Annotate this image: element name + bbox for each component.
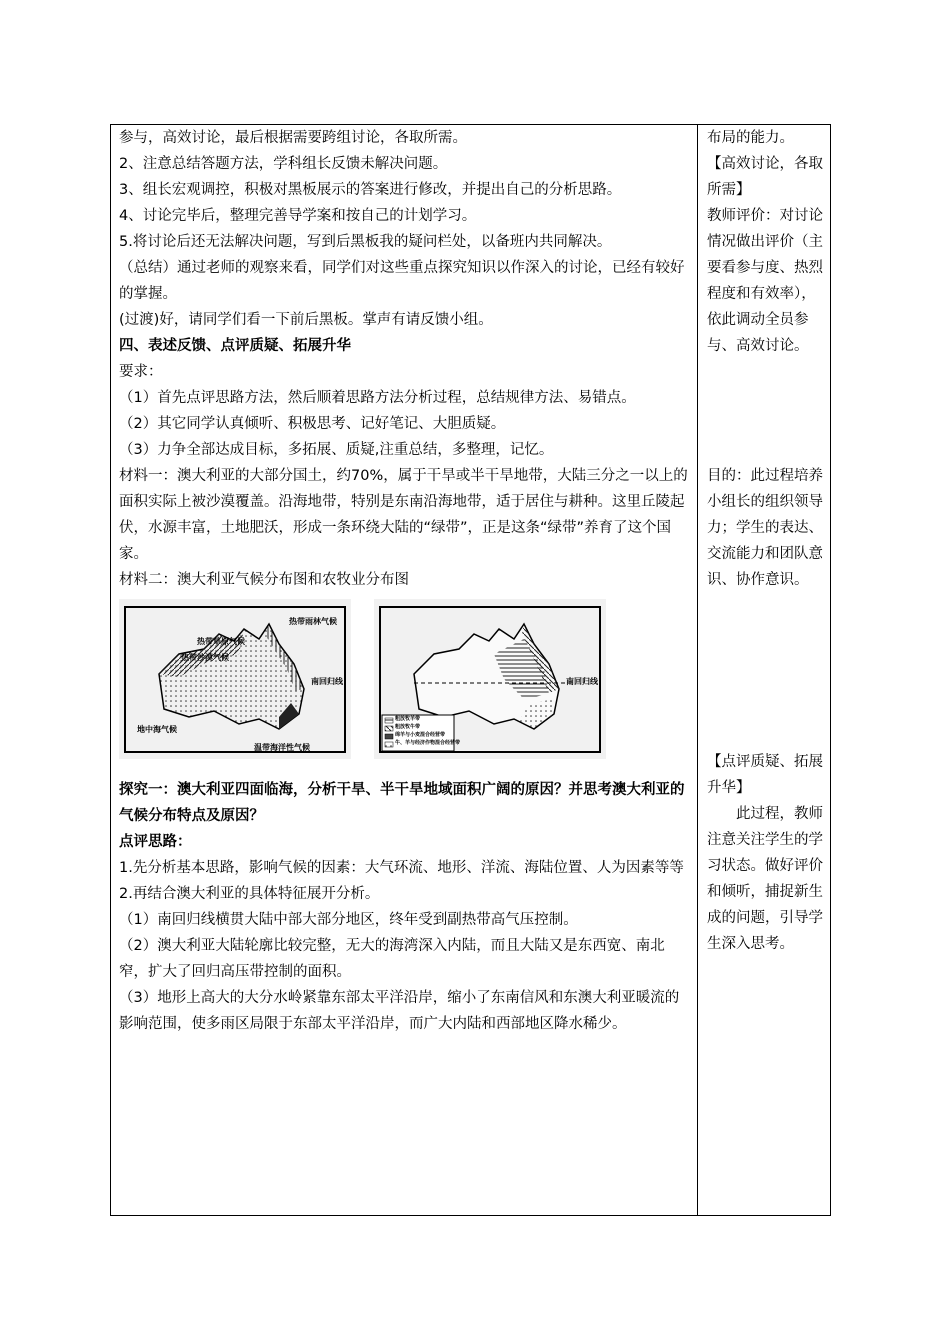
side-note: 教师评价：对讨论情况做出评价（主要看参与度、热烈程度和有效率），依此调动全员参与、高效讨论。 [707,208,823,354]
map-label: 热带草原气候 [197,637,245,646]
map-label: 地中海气候 [137,725,177,734]
text-line: 要求： [119,364,163,380]
text-line: （1）首先点评思路方法，然后顺着思路方法分析过程，总结规律方法、易错点。 [119,390,636,406]
text-line: 4、讨论完毕后，整理完善导学案和按自己的计划学习。 [119,208,477,224]
agriculture-map [374,599,606,759]
map-label: 热带雨林气候 [289,617,337,626]
side-note: 【点评质疑、拓展升华】 [707,754,823,796]
text-line: 1.先分析基本思路，影响气候的因素：大气环流、地形、洋流、海陆位置、人为因素等等 [119,860,684,876]
text-line: （2）其它同学认真倾听、积极思考、记好笔记、大胆质疑。 [119,416,506,432]
text-line: 2、注意总结答题方法，学科组长反馈未解决问题。 [119,156,448,172]
map-label: 热带沙漠气候 [181,653,229,662]
maps-figure [119,599,693,767]
text-line: （1）南回归线横贯大陆中部大部分地区，终年受到副热带高气压控制。 [119,912,578,928]
text-line: （2）澳大利亚大陆轮廓比较完整，无大的海湾深入内陆，而且大陆又是东西宽、南北窄，扩大了回归高压带控制的面积。 [119,938,665,980]
text-line: 5.将讨论后还无法解决问题，写到后黑板我的疑问栏处，以备班内共同解决。 [119,234,612,250]
legend-item: 粗放牧牛带 [395,724,421,730]
side-column [707,125,825,957]
text-line: （总结）通过老师的观察来看，同学们对这些重点探究知识以作深入的讨论，已经有较好的掌握。 [119,260,685,302]
text-line: 3、组长宏观调控，积极对黑板展示的答案进行修改，并提出自己的分析思路。 [119,182,622,198]
text-line: （3）力争全部达成目标，多拓展、质疑,注重总结，多整理，记忆。 [119,442,554,458]
text-line: 参与，高效讨论，最后根据需要跨组讨论，各取所需。 [119,130,467,146]
map-label: 南回归线 [311,677,343,686]
column-divider [697,125,698,1215]
lesson-table [110,124,831,1216]
legend-item: 牛、羊与经济作物混合经营带 [395,740,461,746]
side-note: 目的：此过程培养小组长的组织领导力；学生的表达、交流能力和团队意识、协作意识。 [707,468,823,588]
map-label: 温带海洋性气候 [254,743,310,752]
section-heading: 四、表述反馈、点评质疑、拓展升华 [119,338,351,354]
map-label: 南回归线 [566,677,598,686]
text-line: 2.再结合澳大利亚的具体特征展开分析。 [119,886,380,902]
climate-map [119,599,351,759]
inquiry-question: 探究一：澳大利亚四面临海，分析干旱、半干旱地域面积广阔的原因？并思考澳大利亚的气候分布特点及原因？ [119,782,685,824]
side-note: 【高效讨论，各取所需】 [707,156,823,198]
side-note: 此过程，教师注意关注学生的学习状态。做好评价和倾听，捕捉新生成的问题，引导学生深入思考。 [707,806,823,952]
text-line: (过渡)好，请同学们看一下前后黑板。掌声有请反馈小组。 [119,312,493,328]
legend-item: 粗放牧羊带 [395,716,421,722]
legend-item: 绵羊与小麦混合经营带 [395,732,446,738]
material-one: 材料一：澳大利亚的大部分国土，约70%，属于干旱或半干旱地带，大陆三分之一以上的面积实际上被沙漠覆盖。沿海地带，特别是东南沿海地带，适于居住与耕种。这里丘陵起伏，水源丰富，土地肥沃，形成一条环绕大陆的“绿带”，正是这条“绿带”养育了这个国家。 [119,468,688,562]
subheading: 点评思路： [119,834,192,850]
text-line: （3）地形上高大的大分水岭紧靠东部太平洋沿岸，缩小了东南信风和东澳大利亚暖流的影响范围，使多雨区局限于东部太平洋沿岸，而广大内陆和西部地区降水稀少。 [119,990,680,1032]
main-column [119,125,693,1037]
side-note: 布局的能力。 [707,130,794,146]
material-two: 材料二：澳大利亚气候分布图和农牧业分布图 [119,572,409,588]
